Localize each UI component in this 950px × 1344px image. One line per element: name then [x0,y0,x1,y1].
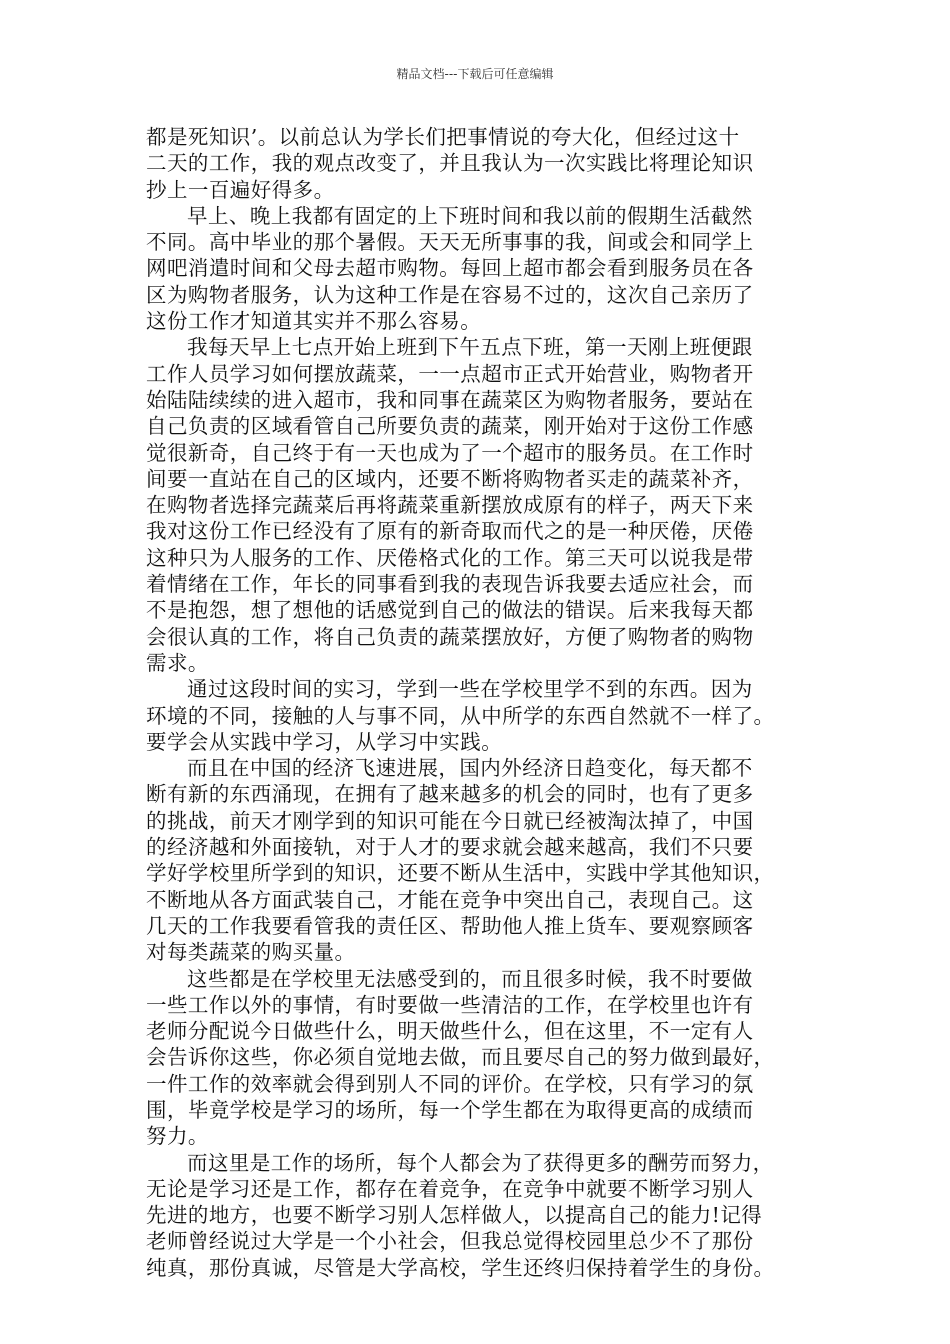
text-line: 工作人员学习如何摆放蔬菜，一一点超市正式开始营业，购物者开 [146,361,754,386]
paragraph [146,334,816,676]
text-line: 区为购物者服务，认为这种工作是在容易不过的，这次自己亲历了 [146,282,754,307]
text-line: 纯真，那份真诚，尽管是大学高校，学生还终归保持着学生的身份。 [146,1255,775,1280]
paragraph [146,966,816,1150]
text-line: 间要一直站在自己的区域内，还要不断将购物者买走的蔬菜补齐， [146,466,754,491]
text-line: 老师分配说今日做些什么，明天做些什么，但在这里，不一定有人 [146,1019,754,1044]
text-line: 网吧消遣时间和父母去超市购物。每回上超市都会看到服务员在各 [146,256,754,281]
text-line: 断有新的东西涌现，在拥有了越来越多的机会的同时，也有了更多 [146,782,754,807]
text-line: 这种只为人服务的工作、厌倦格式化的工作。第三天可以说我是带 [146,545,754,570]
text-line: 觉很新奇，自己终于有一天也成为了一个超市的服务员。在工作时 [146,440,754,465]
text-line: 会告诉你这些，你必须自觉地去做，而且要尽自己的努力做到最好， [146,1045,775,1070]
text-line: 的经济越和外面接轨，对于人才的要求就会越来越高，我们不只要 [146,835,754,860]
text-line: 几天的工作我要看管我的责任区、帮助他人推上货车、要观察顾客 [146,913,754,938]
text-line: 一些工作以外的事情，有时要做一些清洁的工作，在学校里也许有 [146,992,754,1017]
text-line: 努力。 [146,1124,209,1149]
text-line: 环境的不同，接触的人与事不同，从中所学的东西自然就不一样了。 [146,703,775,728]
text-line: 自己负责的区域看管自己所要负责的蔬菜，刚开始对于这份工作感 [146,414,754,439]
text-line: 着情绪在工作，年长的同事看到我的表现告诉我要去适应社会，而 [146,572,754,597]
text-line: 早上、晚上我都有固定的上下班时间和我以前的假期生活截然 [187,203,753,228]
text-line: 在购物者选择完蔬菜后再将蔬菜重新摆放成原有的样子，两天下来 [146,493,754,518]
text-line: 不同。高中毕业的那个暑假。天天无所事事的我，间或会和同学上 [146,230,754,255]
text-line: 要学会从实践中学习，从学习中实践。 [146,729,503,754]
text-line: 我对这份工作已经没有了原有的新奇取而代之的是一种厌倦，厌倦 [146,519,754,544]
text-line: 会很认真的工作，将自己负责的蔬菜摆放好，方便了购物者的购物 [146,624,754,649]
text-line: 通过这段时间的实习，学到一些在学校里学不到的东西。因为 [187,677,753,702]
paragraph [146,124,816,203]
text-line: 不是抱怨，想了想他的话感觉到自己的做法的错误。后来我每天都 [146,598,754,623]
page-header: 精品文档---下载后可任意编辑 [396,67,554,81]
text-line: 围，毕竟学校是学习的场所，每一个学生都在为取得更高的成绩而 [146,1097,754,1122]
text-line: 这份工作才知道其实并不那么容易。 [146,309,482,334]
text-line: 老师曾经说过大学是一个小社会，但我总觉得校园里总少不了那份 [146,1229,754,1254]
paragraph [146,1150,816,1281]
document-body [146,124,816,1281]
text-line: 学好学校里所学到的知识，还要不断从生活中，实践中学其他知识， [146,861,775,886]
text-line: 对每类蔬菜的购买量。 [146,940,356,965]
text-line: 的挑战，前天才刚学到的知识可能在今日就已经被淘汰掉了，中国 [146,808,754,833]
text-line: 不断地从各方面武装自己，才能在竞争中突出自己，表现自己。这 [146,887,754,912]
paragraph [146,755,816,965]
text-line: 需求。 [146,650,209,675]
text-line: 始陆陆续续的进入超市，我和同事在蔬菜区为购物者服务，要站在 [146,387,754,412]
text-line: 而这里是工作的场所，每个人都会为了获得更多的酬劳而努力， [187,1150,774,1175]
paragraph [146,676,816,755]
paragraph [146,203,816,334]
text-line: 无论是学习还是工作，都存在着竞争，在竞争中就要不断学习别人 [146,1176,754,1201]
text-line: 这些都是在学校里无法感受到的，而且很多时候，我不时要做 [187,966,753,991]
text-line: 我每天早上七点开始上班到下午五点下班，第一天刚上班便跟 [187,335,753,360]
text-line: 抄上一百遍好得多。 [146,177,335,202]
text-line: 都是死知识’。以前总认为学长们把事情说的夸大化，但经过这十 [146,125,740,149]
text-line: 一件工作的效率就会得到别人不同的评价。在学校，只有学习的氛 [146,1071,754,1096]
text-line: 先进的地方，也要不断学习别人怎样做人，以提高自己的能力!记得 [146,1203,763,1228]
text-line: 二天的工作，我的观点改变了，并且我认为一次实践比将理论知识 [146,151,754,176]
text-line: 而且在中国的经济飞速进展，国内外经济日趋变化，每天都不 [187,756,753,781]
